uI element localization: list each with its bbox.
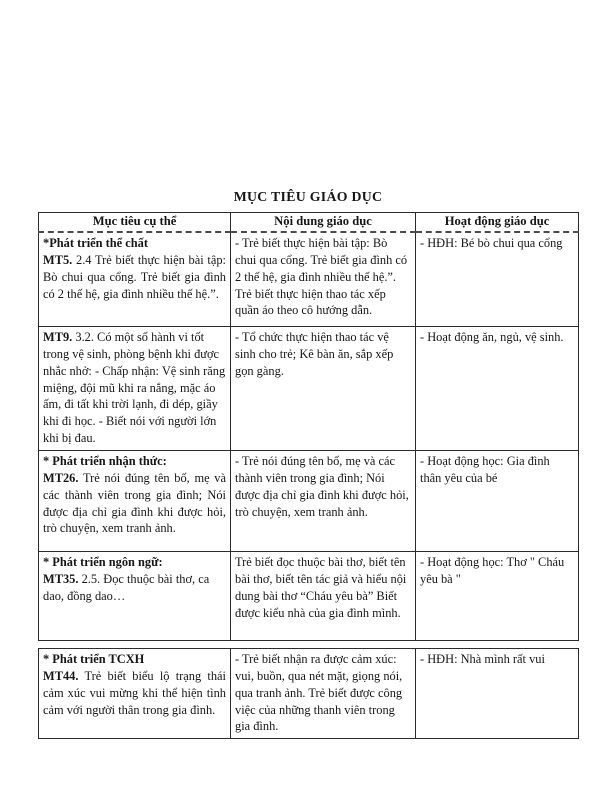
activity-cell — [416, 451, 579, 552]
table-row — [39, 232, 579, 327]
objective-code: MT35. — [43, 571, 79, 586]
activity-text: - Hoạt động học: Gia đình thân yêu của bé — [420, 454, 550, 485]
objective-code: MT44. — [43, 668, 79, 683]
activity-cell — [416, 232, 579, 327]
objective-heading: * Phát triển nhận thức: — [43, 454, 167, 469]
table-header-row — [39, 213, 579, 233]
objective-text: Trẻ biết biểu lộ trạng thái cảm xúc vui mừng khi thể hiện tình cảm với người thân trong gia đình. — [43, 668, 226, 717]
objective-text: 2.5. Đọc thuộc bài thơ, ca dao, đồng dao… — [43, 571, 210, 603]
content-text: - Tổ chức thực hiện thao tác vệ sinh cho trẻ; Kê bàn ăn, sắp xếp gọn gàng. — [235, 330, 394, 378]
objective-heading: * Phát triển ngôn ngữ: — [43, 555, 163, 570]
activity-text: - HĐH: Bé bò chui qua cổng — [420, 236, 563, 250]
page-title: MỤC TIÊU GIÁO DỤC — [233, 189, 383, 204]
activity-cell — [416, 649, 579, 739]
activity-cell — [416, 552, 579, 641]
objective-code: MT9. — [43, 330, 73, 344]
content-cell — [231, 552, 416, 641]
objectives-table-continued — [38, 648, 579, 739]
objective-code: MT26. — [43, 470, 79, 485]
objective-text: 2.4 Trẻ biết thực hiện bài tập: Bò chui qua cổng. Trẻ biết gia đình có 2 thế hệ, gia đình nhiều thế hệ.”. — [43, 252, 226, 301]
header-cell-content: Nội dung giáo dục — [231, 213, 416, 233]
activity-cell — [416, 327, 579, 451]
content-text: Trẻ biết đọc thuộc bài thơ, biết tên bài thơ, biết tên tác giả và hiểu nội dung bài thơ “Cháu yêu bà” Biết được kiểu nhà của gia đình mình. — [235, 555, 407, 620]
objective-text: Trẻ nói đúng tên bố, mẹ và các thành viên trong gia đình; Nói được địa chỉ gia đình khi được hỏi, trò chuyện, xem tranh ảnh. — [43, 470, 226, 536]
table-row — [39, 451, 579, 552]
objective-cell — [39, 232, 231, 327]
objective-heading: *Phát triển thể chất — [43, 236, 148, 250]
content-text: - Trẻ nói đúng tên bố, mẹ và các thành viên trong gia đình; Nói được địa chỉ gia đình khi được hỏi, trò chuyện, xem tranh ảnh. — [235, 454, 409, 519]
objective-cell — [39, 327, 231, 451]
objective-cell — [39, 451, 231, 552]
header-cell-activities: Hoạt động giáo dục — [416, 213, 579, 233]
table-row — [39, 649, 579, 739]
objective-cell — [39, 649, 231, 739]
table-row — [39, 552, 579, 641]
content-cell — [231, 451, 416, 552]
content-cell — [231, 232, 416, 327]
content-text: - Trẻ biết nhận ra được cảm xúc: vui, buồn, qua nét mặt, giọng nói, qua tranh ảnh. Trẻ biết được công việc của những thanh viên trong gia đình. — [235, 652, 403, 734]
table-section-gap — [38, 641, 578, 648]
objective-heading: * Phát triển TCXH — [43, 652, 145, 667]
activity-text: - Hoạt động ăn, ngủ, vệ sinh. — [420, 330, 564, 344]
content-cell — [231, 327, 416, 451]
objective-code: MT5. — [43, 252, 73, 267]
objectives-table — [38, 212, 579, 641]
objective-text: 3.2. Có một số hành vi tốt trong vệ sinh, phòng bệnh khi được nhắc nhở: - Chấp nhận: Vệ sinh răng miệng, đội mũ khi ra nắng, mặc áo ấm, đi tất khi trời lạnh, đi dép, giầy khi đi học. - Biết nói với người lớn khi bị đau. — [43, 330, 226, 446]
objective-cell — [39, 552, 231, 641]
activity-text: - HĐH: Nhà mình rất vui — [420, 652, 545, 667]
table-row — [39, 327, 579, 451]
header-cell-objectives: Mục tiêu cụ thể — [39, 213, 231, 233]
content-text: - Trẻ biết thực hiện bài tập: Bò chui qua cổng. Trẻ biết gia đình có 2 thế hệ, gia đình nhiều thế hệ.”. Trẻ biết thực hiện thao tác xếp quần áo theo cô hướng dẫn. — [235, 236, 408, 318]
activity-text: - Hoạt động học: Thơ " Cháu yêu bà " — [420, 555, 565, 586]
content-cell — [231, 649, 416, 739]
